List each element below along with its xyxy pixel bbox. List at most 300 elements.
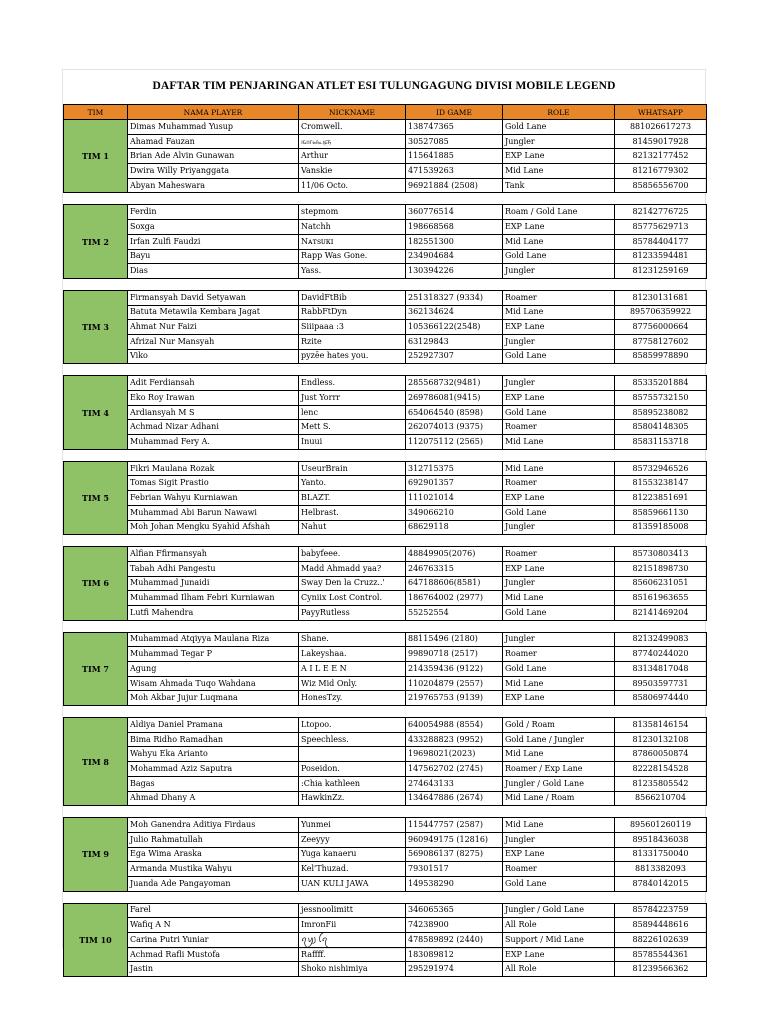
spreadsheet-page (62, 69, 706, 974)
id-game-cell: 134647886 (2674) (406, 791, 503, 806)
player-name-cell: Moh Johan Mengku Syahid Afshah (128, 520, 299, 535)
whatsapp-cell: 895601260119 (615, 818, 707, 833)
role-cell: EXP Lane (503, 391, 615, 406)
id-game-cell: 183089812 (406, 947, 503, 962)
table-row (64, 762, 707, 777)
id-game-cell: 55252554 (406, 605, 503, 620)
whatsapp-cell: 85806974440 (615, 691, 707, 706)
role-cell: Roamer / Exp Lane (503, 762, 615, 777)
player-name-cell: Wahyu Eka Arianto (128, 747, 299, 762)
player-name-cell: Aldiya Daniel Pramana (128, 718, 299, 733)
table-row (64, 476, 707, 491)
separator-cell (615, 806, 707, 818)
id-game-cell: 219765753 (9139) (406, 691, 503, 706)
player-name-cell: Irfan Zulfi Faudzi (128, 234, 299, 249)
id-game-cell: 19698021(2023) (406, 747, 503, 762)
player-name-cell: Julio Rahmatullah (128, 832, 299, 847)
team-label: TIM 3 (64, 290, 128, 363)
whatsapp-cell: 85784223759 (615, 903, 707, 918)
player-name-cell: Dimas Muhammad Yusup (128, 120, 299, 135)
table-row (64, 420, 707, 435)
team-separator-row (64, 891, 707, 903)
id-game-cell: 112075112 (2565) (406, 435, 503, 450)
role-cell: Gold Lane (503, 349, 615, 364)
table-row (64, 120, 707, 135)
nickname-cell: Rzite (299, 334, 406, 349)
player-name-cell: Juanda Ade Pangayoman (128, 876, 299, 891)
id-game-cell: 96921884 (2508) (406, 178, 503, 193)
team-separator-row (64, 278, 707, 290)
player-name-cell: Achmad Rafli Mustofa (128, 947, 299, 962)
nickname-cell: stepmom (299, 205, 406, 220)
player-name-cell: Moh Akbar Jujur Luqmana (128, 691, 299, 706)
table-row (64, 547, 707, 562)
player-name-cell: Achmad Nizar Adhani (128, 420, 299, 435)
role-cell: Roamer (503, 862, 615, 877)
id-game-cell: 312715375 (406, 461, 503, 476)
nickname-cell: BLAZT. (299, 491, 406, 506)
whatsapp-cell: 85730803413 (615, 547, 707, 562)
separator-cell (128, 535, 299, 547)
whatsapp-cell: 81239566362 (615, 962, 707, 977)
id-game-cell: 640054988 (8554) (406, 718, 503, 733)
nickname-cell: 11/06 Octo. (299, 178, 406, 193)
table-row (64, 732, 707, 747)
player-name-cell: Jastin (128, 962, 299, 977)
separator-cell (128, 449, 299, 461)
nickname-cell: UseurBrain (299, 461, 406, 476)
role-cell: Mid Lane (503, 747, 615, 762)
table-row (64, 134, 707, 149)
nickname-cell: HonesTzy. (299, 691, 406, 706)
nickname-cell: Nᴀᴛsᴜᴋɪ (299, 234, 406, 249)
player-name-cell: Eko Roy Irawan (128, 391, 299, 406)
player-name-cell: Fikri Maulana Rozak (128, 461, 299, 476)
separator-cell (64, 891, 128, 903)
role-cell: EXP Lane (503, 947, 615, 962)
nickname-cell: RabbFtDyn (299, 305, 406, 320)
separator-cell (406, 706, 503, 718)
whatsapp-cell: 89503597731 (615, 676, 707, 691)
separator-cell (128, 806, 299, 818)
role-cell: Mid Lane (503, 591, 615, 606)
team-label: TIM 6 (64, 547, 128, 620)
id-game-cell: 692901357 (406, 476, 503, 491)
nickname-cell: :Chia kathleen (299, 776, 406, 791)
table-row (64, 234, 707, 249)
nickname-cell: Yuga kanaeru (299, 847, 406, 862)
whatsapp-cell: 85755732150 (615, 391, 707, 406)
id-game-cell: 960949175 (12816) (406, 832, 503, 847)
table-row (64, 334, 707, 349)
id-game-cell: 246763315 (406, 561, 503, 576)
separator-cell (406, 364, 503, 376)
player-name-cell: Tomas Sigit Prastio (128, 476, 299, 491)
table-row (64, 632, 707, 647)
separator-cell (64, 535, 128, 547)
player-name-cell: Armanda Mustika Wahyu (128, 862, 299, 877)
separator-cell (406, 535, 503, 547)
whatsapp-cell: 85335201884 (615, 376, 707, 391)
whatsapp-cell: 82151898730 (615, 561, 707, 576)
role-cell: Gold Lane (503, 249, 615, 264)
id-game-cell: 111021014 (406, 491, 503, 506)
id-game-cell: 115641885 (406, 149, 503, 164)
nickname-cell: PayyRutless (299, 605, 406, 620)
whatsapp-cell: 82132499083 (615, 632, 707, 647)
id-game-cell: 433288823 (9952) (406, 732, 503, 747)
separator-cell (503, 535, 615, 547)
table-row (64, 605, 707, 620)
player-name-cell: Muhammad Fery A. (128, 435, 299, 450)
player-name-cell: Bima Ridho Ramadhan (128, 732, 299, 747)
nickname-cell: Mett S. (299, 420, 406, 435)
player-name-cell: Bagas (128, 776, 299, 791)
role-cell: Mid Lane (503, 461, 615, 476)
player-name-cell: Muhammad Abi Barun Nawawi (128, 505, 299, 520)
team-separator-row (64, 706, 707, 718)
player-name-cell: Soxga (128, 220, 299, 235)
player-name-cell: Dwira Willy Priyanggata (128, 164, 299, 179)
role-cell: Mid Lane (503, 676, 615, 691)
nickname-cell: Poseidon. (299, 762, 406, 777)
whatsapp-cell: 85895238082 (615, 405, 707, 420)
table-row (64, 349, 707, 364)
separator-cell (406, 806, 503, 818)
player-name-cell: Febrian Wahyu Kurniawan (128, 491, 299, 506)
separator-cell (503, 620, 615, 632)
whatsapp-cell: 81553238147 (615, 476, 707, 491)
table-row (64, 862, 707, 877)
team-label: TIM 7 (64, 632, 128, 705)
player-name-cell: Moh Ganendra Aditiya Firdaus (128, 818, 299, 833)
role-cell: Jungler (503, 632, 615, 647)
separator-cell (503, 364, 615, 376)
player-name-cell: Adit Ferdiansah (128, 376, 299, 391)
role-cell: Mid Lane (503, 164, 615, 179)
separator-cell (406, 891, 503, 903)
player-name-cell: Ardiansyah M S (128, 405, 299, 420)
separator-cell (128, 193, 299, 205)
separator-cell (64, 706, 128, 718)
table-row (64, 461, 707, 476)
player-name-cell: Ahamad Fauzan (128, 134, 299, 149)
role-cell: Roamer (503, 290, 615, 305)
whatsapp-cell: 85784404177 (615, 234, 707, 249)
table-row (64, 264, 707, 279)
team-separator-row (64, 535, 707, 547)
role-cell: EXP Lane (503, 847, 615, 862)
header-whatsapp: WHATSAPP (615, 105, 707, 120)
whatsapp-cell: 85606231051 (615, 576, 707, 591)
role-cell: EXP Lane (503, 149, 615, 164)
whatsapp-cell: 87740244020 (615, 647, 707, 662)
role-cell: Gold Lane (503, 605, 615, 620)
whatsapp-cell: 85785544361 (615, 947, 707, 962)
role-cell: Gold Lane (503, 876, 615, 891)
nickname-cell: Nahut (299, 520, 406, 535)
id-game-cell: 99890718 (2517) (406, 647, 503, 662)
whatsapp-cell: 82228154528 (615, 762, 707, 777)
id-game-cell: 478589892 (2440) (406, 933, 503, 948)
player-name-cell: Firmansyah David Setyawan (128, 290, 299, 305)
whatsapp-cell: 81231259169 (615, 264, 707, 279)
role-cell: Jungler (503, 264, 615, 279)
id-game-cell: 68629118 (406, 520, 503, 535)
id-game-cell: 471539263 (406, 164, 503, 179)
player-name-cell: Wisam Ahmada Tuqo Wahdana (128, 676, 299, 691)
player-name-cell: Agung (128, 662, 299, 677)
separator-cell (299, 706, 406, 718)
separator-cell (406, 278, 503, 290)
table-row (64, 918, 707, 933)
nickname-cell: Ltopoo. (299, 718, 406, 733)
separator-cell (503, 891, 615, 903)
role-cell: Jungler (503, 832, 615, 847)
table-row (64, 662, 707, 677)
table-row (64, 249, 707, 264)
whatsapp-cell: 81331750040 (615, 847, 707, 862)
separator-cell (299, 364, 406, 376)
id-game-cell: 110204879 (2557) (406, 676, 503, 691)
whatsapp-cell: 8813382093 (615, 862, 707, 877)
nickname-cell: HawkinZz. (299, 791, 406, 806)
table-row (64, 791, 707, 806)
team-table (63, 104, 707, 977)
role-cell: Gold Lane / Jungler (503, 732, 615, 747)
id-game-cell: 269786081(9415) (406, 391, 503, 406)
table-row (64, 718, 707, 733)
nickname-cell: Natchh (299, 220, 406, 235)
id-game-cell: 346065365 (406, 903, 503, 918)
whatsapp-cell: 88226102639 (615, 933, 707, 948)
table-row (64, 220, 707, 235)
role-cell: EXP Lane (503, 691, 615, 706)
role-cell: Jungler / Gold Lane (503, 776, 615, 791)
nickname-cell: Yanto. (299, 476, 406, 491)
role-cell: Support / Mid Lane (503, 933, 615, 948)
nickname-cell: Endless. (299, 376, 406, 391)
role-cell: Gold / Roam (503, 718, 615, 733)
role-cell: Gold Lane (503, 662, 615, 677)
nickname-cell: Vanskie (299, 164, 406, 179)
separator-cell (615, 278, 707, 290)
table-row (64, 505, 707, 520)
separator-cell (503, 706, 615, 718)
player-name-cell: Mohammad Aziz Saputra (128, 762, 299, 777)
separator-cell (615, 449, 707, 461)
separator-cell (503, 278, 615, 290)
role-cell: EXP Lane (503, 561, 615, 576)
id-game-cell: 569086137 (8275) (406, 847, 503, 862)
player-name-cell: Bayu (128, 249, 299, 264)
id-game-cell: 105366122(2548) (406, 320, 503, 335)
separator-cell (503, 806, 615, 818)
nickname-cell: Yunmei (299, 818, 406, 833)
id-game-cell: 130394226 (406, 264, 503, 279)
team-label: TIM 1 (64, 120, 128, 193)
separator-cell (615, 535, 707, 547)
whatsapp-cell: 85775629713 (615, 220, 707, 235)
whatsapp-cell: 85161963655 (615, 591, 707, 606)
table-row (64, 435, 707, 450)
table-row (64, 305, 707, 320)
table-row (64, 776, 707, 791)
table-row (64, 818, 707, 833)
whatsapp-cell: 87756000664 (615, 320, 707, 335)
nickname-cell: jessnoolimitt (299, 903, 406, 918)
separator-cell (64, 620, 128, 632)
separator-cell (299, 278, 406, 290)
nickname-cell: Shoko nishimiya (299, 962, 406, 977)
role-cell: Jungler (503, 134, 615, 149)
separator-cell (128, 364, 299, 376)
nickname-cell: UAN KULI JAWA (299, 876, 406, 891)
whatsapp-cell: 87758127602 (615, 334, 707, 349)
table-row (64, 847, 707, 862)
table-row (64, 320, 707, 335)
header-nama-player: NAMA PLAYER (128, 105, 299, 120)
table-row (64, 164, 707, 179)
player-name-cell: Muhammad Atqiyya Maulana Riza (128, 632, 299, 647)
nickname-cell: Cromwell. (299, 120, 406, 135)
nickname-cell: lenc (299, 405, 406, 420)
team-label: TIM 10 (64, 903, 128, 976)
role-cell: EXP Lane (503, 220, 615, 235)
role-cell: EXP Lane (503, 320, 615, 335)
whatsapp-cell: 87860050874 (615, 747, 707, 762)
separator-cell (128, 620, 299, 632)
header-id-game: ID GAME (406, 105, 503, 120)
whatsapp-cell: 83134817048 (615, 662, 707, 677)
player-name-cell: Farel (128, 903, 299, 918)
whatsapp-cell: 87840142015 (615, 876, 707, 891)
table-row (64, 903, 707, 918)
nickname-cell: Sway Den la Cruzz..' (299, 576, 406, 591)
player-name-cell: Muhammad Junaidi (128, 576, 299, 591)
table-row (64, 933, 707, 948)
separator-cell (299, 620, 406, 632)
player-name-cell: Wafiq A N (128, 918, 299, 933)
separator-cell (128, 891, 299, 903)
table-row (64, 405, 707, 420)
nickname-cell: ꪖꪗ꠸ ꪶꪖ (299, 933, 406, 948)
nickname-cell: Rapp Was Gone. (299, 249, 406, 264)
role-cell: Mid Lane (503, 305, 615, 320)
id-game-cell: 63129843 (406, 334, 503, 349)
nickname-cell: Madd Ahmadd yaa? (299, 561, 406, 576)
table-row (64, 561, 707, 576)
player-name-cell: Tabah Adhi Pangestu (128, 561, 299, 576)
whatsapp-cell: 82132177452 (615, 149, 707, 164)
nickname-cell: Arthur (299, 149, 406, 164)
table-row (64, 747, 707, 762)
role-cell: Roam / Gold Lane (503, 205, 615, 220)
separator-cell (615, 891, 707, 903)
player-name-cell: Muhammad Ilham Febri Kurniawan (128, 591, 299, 606)
player-name-cell: Abyan Maheswara (128, 178, 299, 193)
whatsapp-cell: 85859661130 (615, 505, 707, 520)
id-game-cell: 262074013 (9375) (406, 420, 503, 435)
whatsapp-cell: 81235805542 (615, 776, 707, 791)
table-row (64, 149, 707, 164)
team-label: TIM 5 (64, 461, 128, 534)
whatsapp-cell: 81230131681 (615, 290, 707, 305)
player-name-cell: Ahmad Dhany A (128, 791, 299, 806)
role-cell: Mid Lane / Roam (503, 791, 615, 806)
header-nickname: NICKNAME (299, 105, 406, 120)
header-role: ROLE (503, 105, 615, 120)
nickname-cell: Raffff. (299, 947, 406, 962)
whatsapp-cell: 81230132108 (615, 732, 707, 747)
nickname-cell: Inuui (299, 435, 406, 450)
id-game-cell: 88115496 (2180) (406, 632, 503, 647)
id-game-cell: 285568732(9481) (406, 376, 503, 391)
table-row (64, 205, 707, 220)
team-label: TIM 9 (64, 818, 128, 891)
whatsapp-cell: 895706359922 (615, 305, 707, 320)
table-row (64, 876, 707, 891)
separator-cell (406, 620, 503, 632)
role-cell: Mid Lane (503, 818, 615, 833)
nickname-cell: Speechless. (299, 732, 406, 747)
nickname-cell: ImronFii (299, 918, 406, 933)
whatsapp-cell: 81223851691 (615, 491, 707, 506)
nickname-cell: Shane. (299, 632, 406, 647)
team-label: TIM 2 (64, 205, 128, 278)
id-game-cell: 138747365 (406, 120, 503, 135)
id-game-cell: 274643133 (406, 776, 503, 791)
id-game-cell: 182551300 (406, 234, 503, 249)
whatsapp-cell: 81358146154 (615, 718, 707, 733)
nickname-cell: babyfeee. (299, 547, 406, 562)
role-cell: Roamer (503, 647, 615, 662)
separator-cell (503, 449, 615, 461)
separator-cell (299, 193, 406, 205)
separator-cell (299, 806, 406, 818)
header-tim: TIM (64, 105, 128, 120)
whatsapp-cell: 85856556700 (615, 178, 707, 193)
id-game-cell: 186764002 (2977) (406, 591, 503, 606)
id-game-cell: 295291974 (406, 962, 503, 977)
player-name-cell: Ahmat Nur Faizi (128, 320, 299, 335)
table-row (64, 962, 707, 977)
id-game-cell: 79301517 (406, 862, 503, 877)
team-separator-row (64, 364, 707, 376)
whatsapp-cell: 81216779302 (615, 164, 707, 179)
whatsapp-cell: 81359185008 (615, 520, 707, 535)
table-row (64, 691, 707, 706)
page-title: DAFTAR TIM PENJARINGAN ATLET ESI TULUNGAGUNG DIVISI MOBILE LEGEND (152, 80, 616, 92)
id-game-cell: 252927307 (406, 349, 503, 364)
id-game-cell: 349066210 (406, 505, 503, 520)
separator-cell (615, 706, 707, 718)
header-row (64, 105, 707, 120)
whatsapp-cell: 82141469204 (615, 605, 707, 620)
team-separator-row (64, 193, 707, 205)
team-label: TIM 8 (64, 718, 128, 806)
separator-cell (299, 449, 406, 461)
table-row (64, 576, 707, 591)
whatsapp-cell: 81459017928 (615, 134, 707, 149)
id-game-cell: 149538290 (406, 876, 503, 891)
whatsapp-cell: 85894448616 (615, 918, 707, 933)
id-game-cell: 214359436 (9122) (406, 662, 503, 677)
id-game-cell: 654064540 (8598) (406, 405, 503, 420)
separator-cell (64, 449, 128, 461)
separator-cell (128, 278, 299, 290)
nickname-cell: A I L E E N (299, 662, 406, 677)
